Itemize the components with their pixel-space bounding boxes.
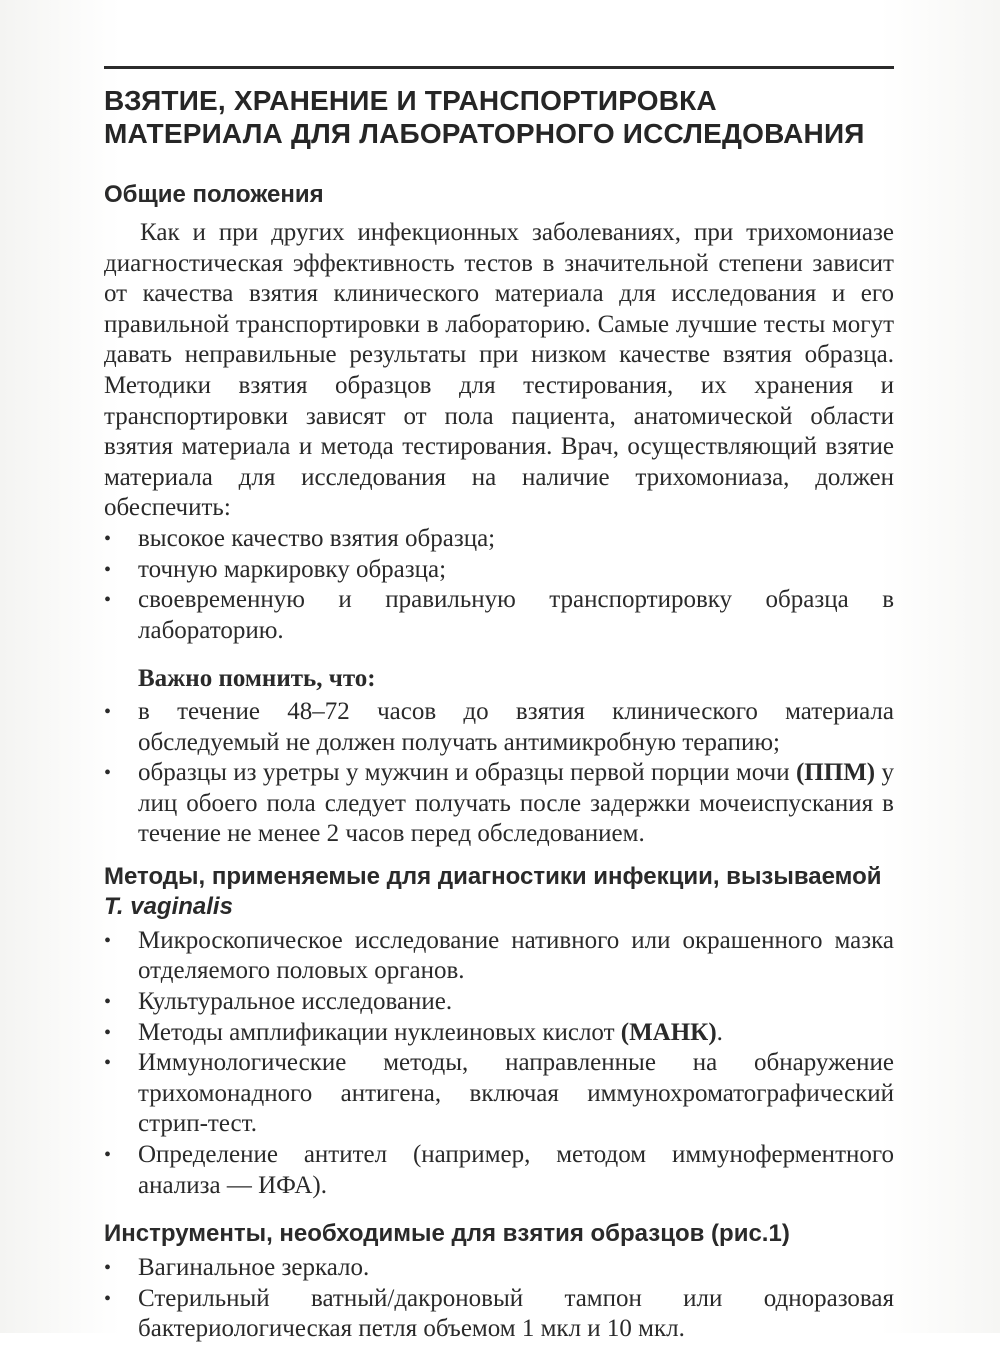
list-item: • своевременную и правильную транспортировку образца в лабораторию. xyxy=(104,586,894,644)
bullet-icon: • xyxy=(104,1021,112,1044)
section-heading-instruments: Инструменты, необходимые для взятия образцов (рис.1) xyxy=(104,1220,790,1248)
bullet-icon: • xyxy=(104,991,112,1014)
bullet-icon: • xyxy=(104,1287,112,1310)
list-item: • Стерильный ватный/дакроновый тампон или одноразовая бактериологическая петля объемом 1 мкл и 10 мкл. xyxy=(104,1284,894,1343)
list-item: • Иммунологические методы, направленные на обнаружение трихомонадного антигена, включая иммунохроматографический стрип-тест. xyxy=(104,1049,894,1138)
list-item: • Вагинальное зеркало. xyxy=(104,1253,894,1284)
bullet-icon: • xyxy=(104,1052,112,1075)
abbreviation: (МАНК) xyxy=(620,1018,717,1046)
list-item: • точную маркировку образца; xyxy=(104,555,894,586)
bullet-icon: • xyxy=(104,762,112,785)
bullet-icon: • xyxy=(104,589,112,612)
instruments-list xyxy=(104,1253,894,1345)
page-content xyxy=(104,76,894,1345)
header-rule xyxy=(104,66,894,69)
list-item: • образцы из уретры у мужчин и образцы первой порции мочи (ППМ) у лиц обоего пола следует получать после задержки мочеиспускания в течение не менее 2 часов перед обследованием. xyxy=(104,759,895,848)
important-label: Важно помнить, что: xyxy=(138,665,376,693)
section-heading-methods: Методы, применяемые для диагностики инфекции, вызываемой T. vaginalis xyxy=(104,862,882,920)
requirements-list xyxy=(104,524,894,646)
list-item: • в течение 48–72 часов до взятия клинического материала обследуемый не должен получать антимикробную терапию; xyxy=(104,697,894,756)
section-paragraph: Как и при других инфекционных заболеваниях, при трихомониазе диагностическая эффективность тестов в значительной степени зависит от качества взятия клинического материала для исследования и его правильной транспортировки в лабораторию. Самые лучшие тесты могут давать неправильные результаты при низком качестве взятия образца. Методики взятия образцов для тестирования, их хранения и транспортировки зависят от пола пациента, анатомической области взятия материала и метода тестирования. Врач, осуществляющий взятие материала для исследования на наличие трихомониаза, должен обеспечить: xyxy=(104,219,894,522)
species-name: T. vaginalis xyxy=(104,892,233,920)
bullet-icon: • xyxy=(104,558,112,581)
bullet-icon: • xyxy=(104,929,112,952)
bullet-icon: • xyxy=(104,1144,112,1167)
bullet-icon: • xyxy=(104,527,112,550)
bullet-icon: • xyxy=(104,700,112,723)
bullet-icon: • xyxy=(104,1257,112,1280)
section-heading-general: Общие положения xyxy=(104,181,324,208)
list-item: • высокое качество взятия образца; xyxy=(104,524,894,555)
abbreviation: (ППМ) xyxy=(795,759,876,787)
page-title: ВЗЯТИЕ, ХРАНЕНИЕ И ТРАНСПОРТИРОВКА МАТЕРИАЛА ДЛЯ ЛАБОРАТОРНОГО ИССЛЕДОВАНИЯ xyxy=(104,85,865,149)
methods-list xyxy=(104,926,894,1201)
list-item: • Методы амплификации нуклеиновых кислот (МАНК). xyxy=(104,1018,894,1049)
list-item: • Микроскопическое исследование нативного или окрашенного мазка отделяемого половых органов. xyxy=(104,926,894,985)
important-list xyxy=(104,697,894,850)
list-item: • Определение антител (например, методом иммуноферментного анализа — ИФА). xyxy=(104,1141,894,1199)
list-item: • Культуральное исследование. xyxy=(104,987,894,1018)
